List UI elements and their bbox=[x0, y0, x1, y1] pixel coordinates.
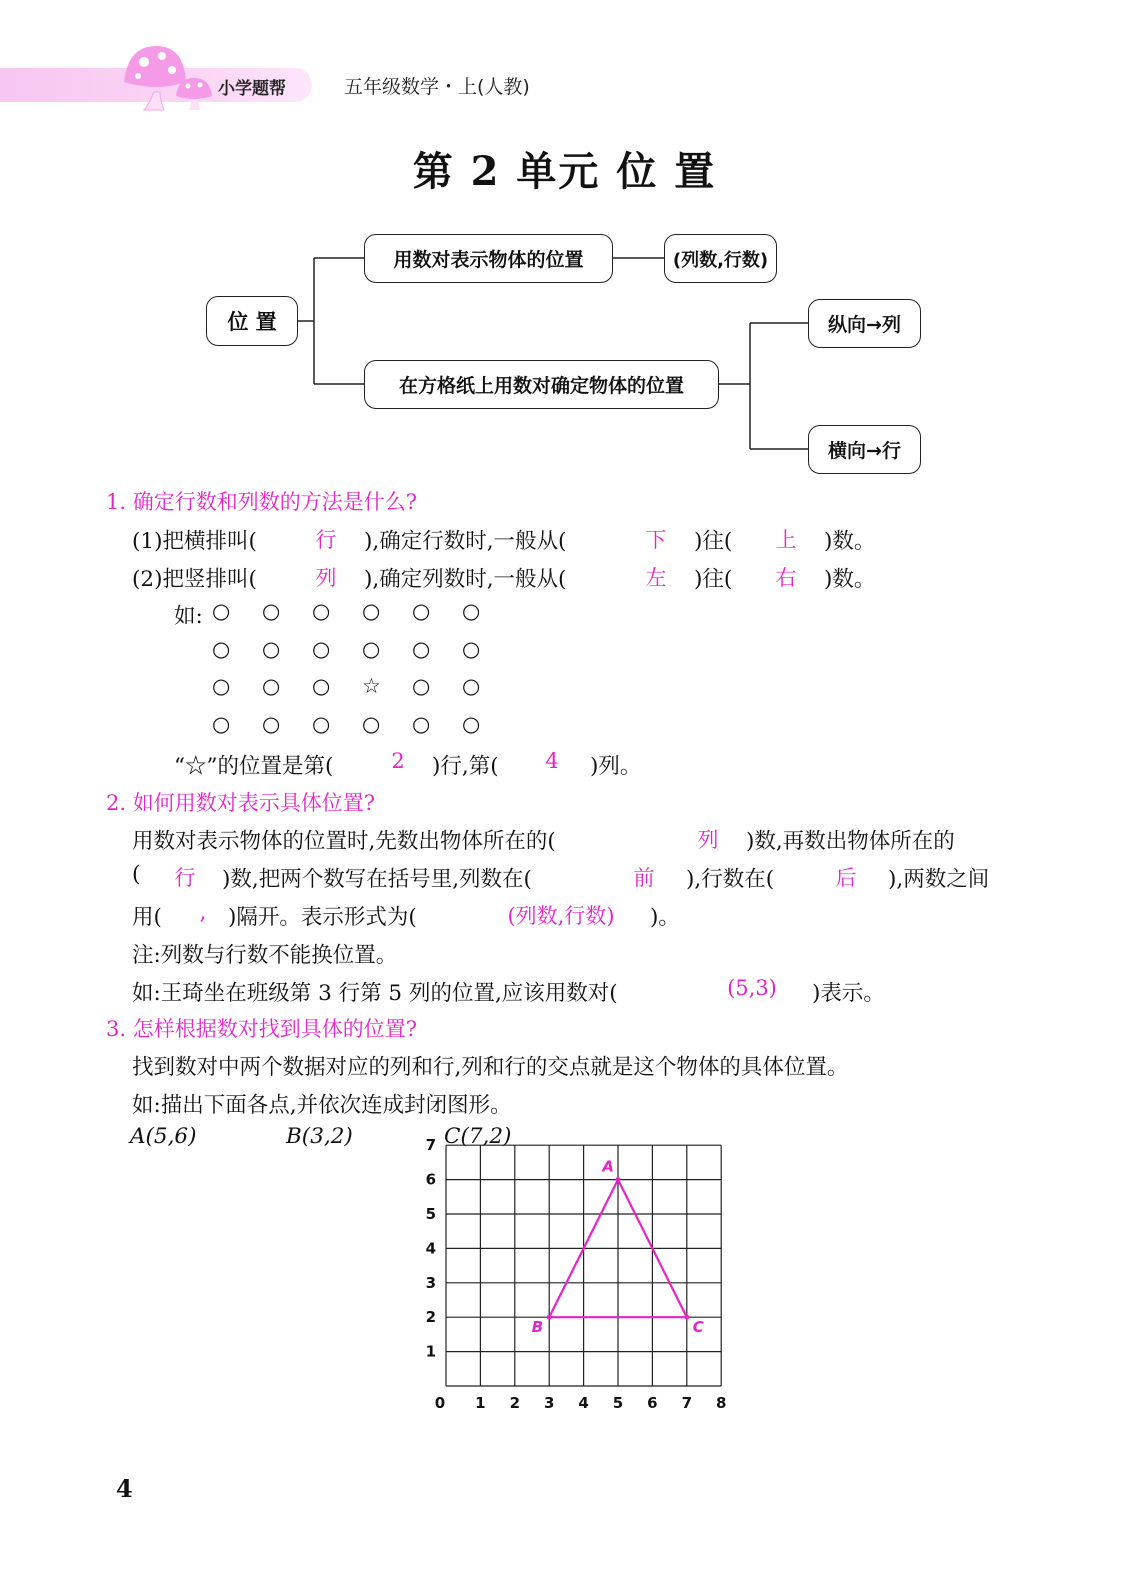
q1-star-line-part-c: )列。 bbox=[590, 754, 642, 779]
page-number: 4 bbox=[116, 1474, 133, 1503]
point-marker bbox=[547, 1315, 552, 1320]
circle-symbol: ○ bbox=[312, 636, 331, 661]
q2-answer-example-pair: (5,3) bbox=[727, 976, 777, 1000]
q1-line1-part-c: )往( bbox=[694, 529, 733, 554]
q2-p3-part-b: )隔开。表示形式为( bbox=[228, 905, 417, 930]
mindmap-root: 位 置 bbox=[206, 296, 298, 346]
circle-symbol: ○ bbox=[412, 711, 431, 736]
circle-symbol: ○ bbox=[412, 636, 431, 661]
circle-symbol: ○ bbox=[462, 599, 481, 623]
q1-answer-star-column: 4 bbox=[545, 749, 559, 773]
q1-answer-row-to: 上 bbox=[775, 528, 797, 552]
circle-symbol: ○ bbox=[212, 674, 231, 698]
point-label: B bbox=[531, 1318, 544, 1337]
mindmap-notation-note: (列数,行数) bbox=[664, 234, 777, 283]
q2-example-part-a: 如:王琦坐在班级第 3 行第 5 列的位置,应该用数对( bbox=[132, 981, 618, 1006]
q1-answer-row-name: 行 bbox=[315, 528, 337, 552]
q1-answer-column-to: 右 bbox=[775, 566, 797, 590]
q2-p1-part-a: 用数对表示物体的位置时,先数出物体所在的( bbox=[132, 829, 556, 854]
x-tick-label: 4 bbox=[578, 1394, 589, 1412]
q1-line1-part-a: (1)把横排叫( bbox=[132, 529, 257, 554]
circle-symbol: ○ bbox=[312, 599, 331, 623]
q1-line2-part-b: ),确定列数时,一般从( bbox=[364, 567, 567, 592]
book-title: 五年级数学・上(人教) bbox=[344, 76, 530, 98]
q2-p3-part-c: )。 bbox=[650, 905, 680, 930]
circle-symbol: ○ bbox=[262, 599, 281, 623]
y-tick-label: 7 bbox=[425, 1136, 436, 1155]
circle-symbol: ○ bbox=[362, 599, 381, 623]
question-2-heading: 2. 如何用数对表示具体位置? bbox=[106, 791, 375, 815]
q1-star-line-part-b: )行,第( bbox=[432, 754, 499, 779]
q2-answer-format: (列数,行数) bbox=[507, 904, 615, 928]
point-marker bbox=[684, 1315, 689, 1320]
q2-p2-part-a: ( bbox=[132, 862, 141, 887]
unit-title: 第 2 单元 位 置 bbox=[412, 148, 717, 195]
q2-answer-column-position: 前 bbox=[633, 866, 655, 890]
q2-p2-part-b: )数,把两个数写在括号里,列数在( bbox=[222, 867, 532, 892]
brand-label: 小学题帮 bbox=[218, 79, 286, 99]
circle-symbol: ○ bbox=[262, 636, 281, 661]
q2-p2-part-d: ),两数之间 bbox=[888, 867, 990, 892]
mindmap-branch-grid: 在方格纸上用数对确定物体的位置 bbox=[364, 360, 719, 409]
circle-symbol: ○ bbox=[312, 711, 331, 736]
circle-symbol: ○ bbox=[462, 711, 481, 736]
q1-example-prefix: 如: bbox=[174, 604, 203, 629]
q1-star-line-part-a: “☆”的位置是第( bbox=[174, 754, 334, 779]
y-tick-label: 2 bbox=[425, 1308, 436, 1327]
circle-symbol: ○ bbox=[462, 636, 481, 661]
point-label: C bbox=[692, 1318, 704, 1337]
q3-explanation: 找到数对中两个数据对应的列和行,列和行的交点就是这个物体的具体位置。 bbox=[132, 1055, 849, 1080]
y-tick-label: 5 bbox=[425, 1205, 436, 1223]
q1-line2-part-a: (2)把竖排叫( bbox=[132, 567, 257, 592]
circle-symbol: ○ bbox=[262, 711, 281, 736]
mindmap-row-node: 横向→行 bbox=[808, 425, 921, 474]
q1-answer-column-name: 列 bbox=[315, 566, 337, 590]
q1-line2-part-d: )数。 bbox=[824, 567, 876, 592]
q3-instruction: 如:描出下面各点,并依次连成封闭图形。 bbox=[132, 1093, 512, 1118]
x-tick-label: 2 bbox=[509, 1394, 521, 1412]
circle-symbol: ○ bbox=[312, 674, 331, 698]
question-1-heading: 1. 确定行数和列数的方法是什么? bbox=[106, 490, 417, 514]
symbol-grid bbox=[212, 599, 492, 749]
y-tick-label: 4 bbox=[425, 1239, 436, 1258]
star-symbol: ☆ bbox=[362, 674, 381, 698]
circle-symbol: ○ bbox=[212, 711, 231, 736]
circle-symbol: ○ bbox=[212, 636, 231, 661]
question-3-heading: 3. 怎样根据数对找到具体的位置? bbox=[106, 1017, 417, 1041]
circle-symbol: ○ bbox=[412, 674, 431, 698]
q2-answer-second-count: 行 bbox=[174, 866, 196, 890]
q1-line2-part-c: )往( bbox=[694, 567, 733, 592]
circle-symbol: ○ bbox=[462, 674, 481, 698]
y-tick-label: 6 bbox=[425, 1170, 436, 1189]
circle-symbol: ○ bbox=[212, 599, 231, 623]
x-tick-label: 1 bbox=[475, 1394, 486, 1412]
mindmap-branch-notation: 用数对表示物体的位置 bbox=[364, 234, 613, 283]
q2-example-part-b: )表示。 bbox=[812, 981, 885, 1006]
q2-answer-first-count: 列 bbox=[697, 828, 719, 852]
circle-symbol: ○ bbox=[262, 674, 281, 698]
x-tick-label: 7 bbox=[681, 1394, 693, 1412]
circle-symbol: ○ bbox=[362, 636, 381, 661]
q2-note: 注:列数与行数不能换位置。 bbox=[132, 943, 398, 968]
x-tick-label: 3 bbox=[543, 1394, 555, 1412]
x-tick-label: 8 bbox=[715, 1394, 727, 1412]
q2-p3-part-a: 用( bbox=[132, 905, 162, 930]
circle-symbol: ○ bbox=[362, 711, 381, 736]
q2-p1-part-b: )数,再数出物体所在的 bbox=[746, 829, 955, 854]
q2-p2-part-c: ),行数在( bbox=[686, 867, 775, 892]
point-label: A bbox=[602, 1157, 614, 1176]
x-tick-label: 6 bbox=[647, 1394, 658, 1412]
q1-line1-part-b: ),确定行数时,一般从( bbox=[364, 529, 567, 554]
q1-answer-star-row: 2 bbox=[391, 749, 405, 773]
q1-line1-part-d: )数。 bbox=[824, 529, 876, 554]
q2-answer-separator: , bbox=[199, 900, 207, 924]
mindmap-column-node: 纵向→列 bbox=[808, 299, 921, 348]
q1-answer-column-from: 左 bbox=[645, 566, 667, 590]
q3-point-c-text: C(7,2) bbox=[444, 1124, 512, 1149]
x-tick-label: 5 bbox=[612, 1394, 624, 1412]
q3-point-b-text: B(3,2) bbox=[286, 1124, 353, 1149]
q1-answer-row-from: 下 bbox=[645, 528, 667, 552]
y-tick-label: 3 bbox=[425, 1273, 436, 1292]
q2-answer-row-position: 后 bbox=[835, 866, 857, 890]
q3-point-a-text: A(5,6) bbox=[130, 1124, 197, 1149]
y-tick-label: 1 bbox=[425, 1342, 436, 1361]
circle-symbol: ○ bbox=[412, 599, 431, 623]
point-marker bbox=[616, 1177, 621, 1182]
x-tick-label: 0 bbox=[434, 1394, 446, 1412]
